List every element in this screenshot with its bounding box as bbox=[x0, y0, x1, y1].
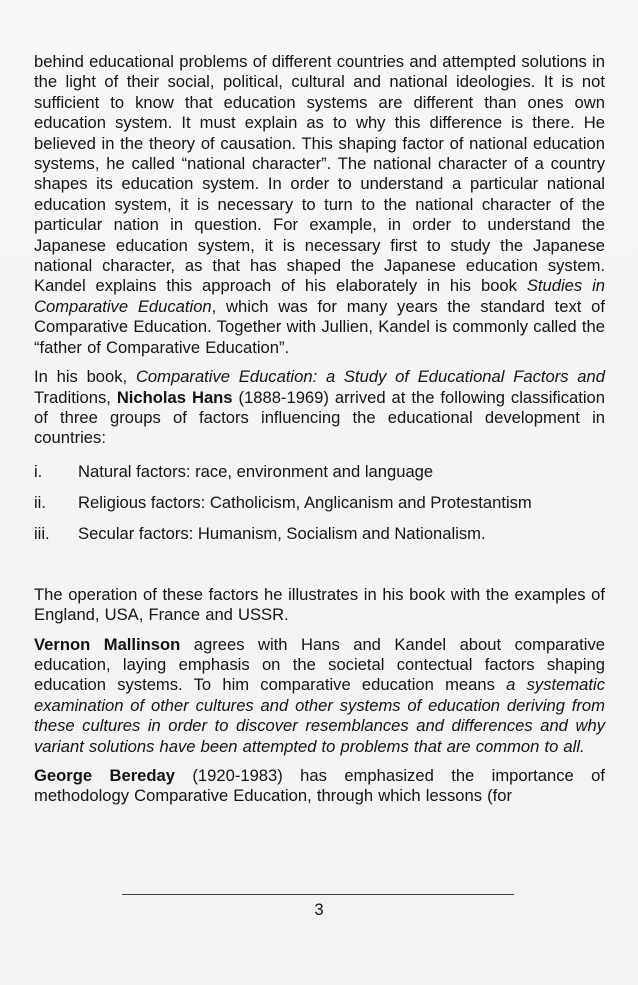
paragraph-text: agrees with Hans and Kandel about comparative education, laying emphasis on the societal contectual factors shaping education systems. To him comparative education means bbox=[34, 634, 605, 695]
list-item bbox=[34, 524, 605, 544]
factors-list bbox=[34, 462, 605, 544]
list-numeral: iii. bbox=[34, 523, 50, 543]
paragraph-operation bbox=[34, 585, 605, 626]
paragraph-bereday bbox=[34, 766, 605, 807]
author-vernon-mallinson: Vernon Mallinson bbox=[34, 634, 181, 654]
paragraph-text: (1920-1983) has emphasized the importance of methodology Comparative Education, through which lessons (for bbox=[34, 765, 605, 806]
list-numeral: i. bbox=[34, 461, 43, 481]
paragraph-hans bbox=[34, 367, 605, 449]
paragraph-text: Traditions, bbox=[34, 387, 117, 407]
paragraph-text: (1888-1969) arrived at the following classification of three groups of factors influencing the educational development in countries: bbox=[34, 387, 605, 448]
page-number: 3 bbox=[314, 900, 324, 919]
paragraph-text: behind educational problems of different countries and attempted solutions in the light of their social, political, cultural and national ideologies. It is not sufficient to know that education systems are different than ones own education system. It must explain as to why this difference is there. He believed in the theory of causation. This shaping factor of national education systems, he called “national character”. The national character of a country shapes its education system. In order to understand a particular national education system, it is necessary to turn to the national character of the particular nation in question. For example, in order to understand the Japanese education system, it is necessary first to study the Japanese national character, as that has shaped the Japanese education system. Kandel explains this approach of his elaborately in his book bbox=[34, 52, 605, 296]
list-item-text: Religious factors: Catholicism, Anglicanism and Protestantism bbox=[78, 492, 532, 512]
book-title-studies: Studies in Comparative Education bbox=[34, 276, 605, 316]
paragraph-text: In his book, bbox=[34, 367, 136, 387]
footer-divider bbox=[122, 894, 514, 895]
author-george-bereday: George Bereday bbox=[34, 765, 175, 785]
list-item bbox=[34, 462, 605, 482]
list-numeral: ii. bbox=[34, 492, 46, 512]
author-nicholas-hans: Nicholas Hans bbox=[116, 387, 233, 407]
list-item-text: Natural factors: race, environment and language bbox=[78, 461, 434, 481]
spacer bbox=[34, 555, 605, 585]
paragraph-text: , which was for many years the standard text of Comparative Education. Together with Jullien, Kandel is commonly called the “father of Comparative Education”. bbox=[34, 296, 605, 357]
paragraph-text: The operation of these factors he illustrates in his book with the examples of England, USA, France and USSR. bbox=[34, 584, 605, 625]
book-title-comparative-education: Comparative Education: a Study of Educational Factors and bbox=[135, 367, 605, 387]
list-item-text: Secular factors: Humanism, Socialism and Nationalism. bbox=[78, 523, 486, 543]
paragraph-kandel bbox=[34, 52, 605, 358]
paragraph-mallinson bbox=[34, 635, 605, 757]
list-item bbox=[34, 493, 605, 513]
definition-quote: a systematic examination of other cultures and other systems of education deriving from these cultures in order to discover resemblances and differences and why variant solutions have been attempted to problems that are common to all. bbox=[34, 675, 605, 756]
